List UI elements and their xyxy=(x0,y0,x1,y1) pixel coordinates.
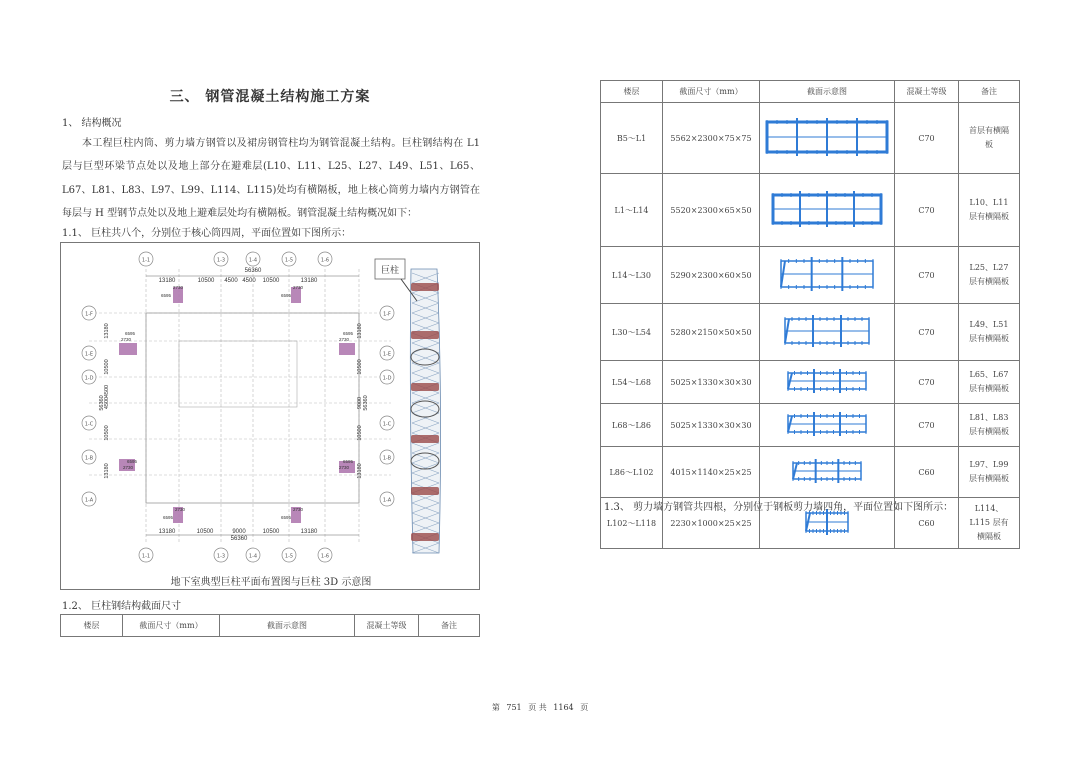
dim-bottom-segment: 10500 xyxy=(196,529,214,535)
column-dim: 6595 xyxy=(281,293,292,298)
dim-right-segment: 10500 xyxy=(357,359,363,375)
cell-grade: C70 xyxy=(895,103,959,174)
table-row xyxy=(601,404,1020,447)
dim-bottom-total: 56360 xyxy=(230,536,248,542)
heading-shear-wall-tubes: 1.3、 剪力墙方钢管共四根，分别位于钢板剪力墙四角，平面位置如下图所示： xyxy=(604,502,954,513)
col-note: 备注 xyxy=(419,615,480,637)
dim-left-segment: 4500 xyxy=(104,396,110,410)
cell-diagram xyxy=(760,103,895,174)
tower-ring-beam xyxy=(411,383,439,391)
dim-left-segment: 13180 xyxy=(104,463,110,479)
column-dim: 2730 xyxy=(123,465,134,470)
section-title: 三、 钢管混凝土结构施工方案 xyxy=(169,89,371,105)
col-note: 备注 xyxy=(959,81,1020,103)
axis-label: 1-6 xyxy=(320,553,330,560)
cell-note: L97、L99 层有横隔板 xyxy=(959,447,1020,498)
cell-grade: C60 xyxy=(895,447,959,498)
heading-section-sizes: 1.2、 巨柱钢结构截面尺寸 xyxy=(62,601,182,612)
dim-top-segment: 10500 xyxy=(262,278,280,284)
inner-core-outline xyxy=(179,341,297,407)
dim-top-segment: 4500 xyxy=(242,278,256,284)
dim-bottom-segment: 13180 xyxy=(300,529,318,535)
col-diagram: 截面示意图 xyxy=(760,81,895,103)
cell-grade: C60 xyxy=(895,498,959,549)
cell-floor: L102～L118 xyxy=(601,498,663,549)
col-grade: 混凝土等级 xyxy=(355,615,419,637)
section-diagram xyxy=(762,105,892,169)
axis-label: 1-4 xyxy=(248,553,258,560)
cell-note: L81、L83 层有横隔板 xyxy=(959,404,1020,447)
col-grade: 混凝土等级 xyxy=(895,81,959,103)
section-table-header-left xyxy=(60,614,480,637)
table-row xyxy=(601,247,1020,304)
column-dim: 6595 xyxy=(161,293,172,298)
cell-floor: B5～L1 xyxy=(601,103,663,174)
column-dim: 6595 xyxy=(163,515,174,520)
cell-size: 5025×1330×30×30 xyxy=(663,404,760,447)
cell-floor: L54～L68 xyxy=(601,361,663,404)
cell-note: L10、L11 层有横隔板 xyxy=(959,174,1020,247)
figure-caption: 地下室典型巨柱平面布置图与巨柱 3D 示意图 xyxy=(170,577,372,588)
axis-label: 1-F xyxy=(85,311,93,318)
dim-top-segment: 4500 xyxy=(224,278,238,284)
cell-diagram xyxy=(760,361,895,404)
dim-left-segment: 10500 xyxy=(104,359,110,375)
column-dim: 2730 xyxy=(121,337,132,342)
tower-ring-beam xyxy=(411,533,439,541)
cell-floor: L68～L86 xyxy=(601,404,663,447)
table-row xyxy=(601,361,1020,404)
column-dim: 6595 xyxy=(343,459,354,464)
tower-ring-beam xyxy=(411,331,439,339)
cell-floor: L14～L30 xyxy=(601,247,663,304)
cell-floor: L86～L102 xyxy=(601,447,663,498)
cell-diagram xyxy=(760,447,895,498)
dim-top-total: 56360 xyxy=(244,268,262,274)
giant-column xyxy=(119,343,137,355)
footer-prefix: 第 xyxy=(491,703,500,712)
axis-label: 1-B xyxy=(84,455,94,462)
cell-note: L25、L27 层有横隔板 xyxy=(959,247,1020,304)
table-row xyxy=(601,447,1020,498)
axis-label: 1-E xyxy=(382,351,392,358)
axis-label: 1-3 xyxy=(216,257,226,264)
dim-top-segment: 13180 xyxy=(158,278,176,284)
cell-size: 2230×1000×25×25 xyxy=(663,498,760,549)
cell-size: 5290×2300×60×50 xyxy=(663,247,760,304)
tower-ring-beam xyxy=(411,435,439,443)
cell-diagram xyxy=(760,247,895,304)
section-diagram xyxy=(762,306,892,356)
axis-label: 1-3 xyxy=(216,553,226,560)
heading-structure-overview: 1、 结构概况 xyxy=(62,118,122,129)
axis-label: 1-D xyxy=(382,375,392,382)
cell-grade: C70 xyxy=(895,174,959,247)
plan-figure xyxy=(60,242,480,590)
axis-label: 1-C xyxy=(382,421,392,428)
dim-left-total: 56360 xyxy=(99,395,105,411)
axis-label: 1-1 xyxy=(141,257,151,264)
table-row xyxy=(601,304,1020,361)
dim-left-segment: 10500 xyxy=(104,425,110,441)
cell-size: 5520×2300×65×50 xyxy=(663,174,760,247)
cell-size: 4015×1140×25×25 xyxy=(663,447,760,498)
page-footer xyxy=(0,702,1080,713)
section-diagram xyxy=(762,249,892,299)
col-floor: 楼层 xyxy=(61,615,123,637)
cell-note: L114、L115 层有横隔板 xyxy=(959,498,1020,549)
core-outline xyxy=(146,313,359,503)
axis-label: 1-5 xyxy=(284,553,294,560)
heading-giant-columns: 1.1、 巨柱共八个，分别位于核心筒四周，平面位置如下图所示： xyxy=(62,228,352,239)
cell-diagram xyxy=(760,404,895,447)
cell-grade: C70 xyxy=(895,247,959,304)
col-size: 截面尺寸（mm） xyxy=(663,81,760,103)
column-dim: 2730 xyxy=(293,285,304,290)
cell-note: L49、L51 层有横隔板 xyxy=(959,304,1020,361)
axis-label: 1-4 xyxy=(248,257,258,264)
column-dim: 2730 xyxy=(293,507,304,512)
axis-label: 1-D xyxy=(84,375,94,382)
section-diagram xyxy=(762,363,892,399)
plan-drawing xyxy=(61,243,481,573)
section-diagram xyxy=(762,449,892,493)
col-diagram: 截面示意图 xyxy=(220,615,355,637)
footer-total-pages: 1164 xyxy=(553,703,574,712)
dim-bottom-segment: 10500 xyxy=(262,529,280,535)
column-dim: 6595 xyxy=(125,331,136,336)
dim-bottom-segment: 13180 xyxy=(158,529,176,535)
axis-label: 1-A xyxy=(84,497,94,504)
cell-size: 5025×1330×30×30 xyxy=(663,361,760,404)
callout-label: 巨柱 xyxy=(380,266,400,276)
section-table xyxy=(600,80,1020,549)
axis-label: 1-A xyxy=(382,497,392,504)
cell-grade: C70 xyxy=(895,404,959,447)
section-diagram xyxy=(762,406,892,442)
cell-size: 5280×2150×50×50 xyxy=(663,304,760,361)
column-dim: 6595 xyxy=(343,331,354,336)
cell-floor: L1～L14 xyxy=(601,174,663,247)
tower-ring-beam xyxy=(411,487,439,495)
column-dim: 6595 xyxy=(127,459,138,464)
dim-left-segment: 4500 xyxy=(104,384,110,398)
dim-bottom-segment: 9000 xyxy=(232,529,246,535)
cell-grade: C70 xyxy=(895,361,959,404)
footer-mid: 页 共 xyxy=(528,703,547,712)
axis-label: 1-F xyxy=(383,311,391,318)
table-row xyxy=(601,103,1020,174)
dim-top-segment: 10500 xyxy=(197,278,215,284)
giant-column xyxy=(339,343,355,355)
dim-left-segment: 13180 xyxy=(104,323,110,339)
tower-ring-beam xyxy=(411,283,439,291)
axis-label: 1-6 xyxy=(320,257,330,264)
column-dim: 2730 xyxy=(339,465,350,470)
dim-right-total: 56360 xyxy=(363,395,369,411)
col-floor: 楼层 xyxy=(601,81,663,103)
col-size: 截面尺寸（mm） xyxy=(123,615,220,637)
dim-right-segment: 9000 xyxy=(357,396,363,410)
cell-diagram xyxy=(760,304,895,361)
axis-label: 1-1 xyxy=(141,553,151,560)
axis-label: 1-E xyxy=(84,351,94,358)
axis-label: 1-C xyxy=(84,421,94,428)
column-dim: 6595 xyxy=(281,515,292,520)
cell-size: 5562×2300×75×75 xyxy=(663,103,760,174)
table-row xyxy=(601,174,1020,247)
column-dim: 2730 xyxy=(175,507,186,512)
footer-suffix: 页 xyxy=(580,703,589,712)
dim-right-segment: 10500 xyxy=(357,425,363,441)
cell-diagram xyxy=(760,174,895,247)
section-diagram xyxy=(762,176,892,242)
dim-right-segment: 13180 xyxy=(357,323,363,339)
dim-right-segment: 13180 xyxy=(357,463,363,479)
column-dim: 2730 xyxy=(173,285,184,290)
column-dim: 2730 xyxy=(339,337,350,342)
cell-floor: L30～L54 xyxy=(601,304,663,361)
footer-page-number: 751 xyxy=(506,703,522,712)
cell-note: 首层有横隔板 xyxy=(959,103,1020,174)
cell-grade: C70 xyxy=(895,304,959,361)
overview-paragraph: 本工程巨柱内筒、剪力墙方钢管以及裙房钢管柱均为钢管混凝土结构。巨柱钢结构在 L1 层与巨型环梁节点处以及地上部分在避难层(L10、L11、L25、L27、L49、L51、L65、L67、L81、L83、L97、L99、L114、L115)处均有横隔板，地上核心筒剪力墙内方钢管在每层与 H 型钢节点处以及地上避难层处均有横隔板。钢管混凝土结构概况如下： xyxy=(62,138,480,220)
axis-label: 1-B xyxy=(382,455,392,462)
axis-label: 1-5 xyxy=(284,257,294,264)
cell-note: L65、L67 层有横隔板 xyxy=(959,361,1020,404)
dim-top-segment: 13180 xyxy=(300,278,318,284)
